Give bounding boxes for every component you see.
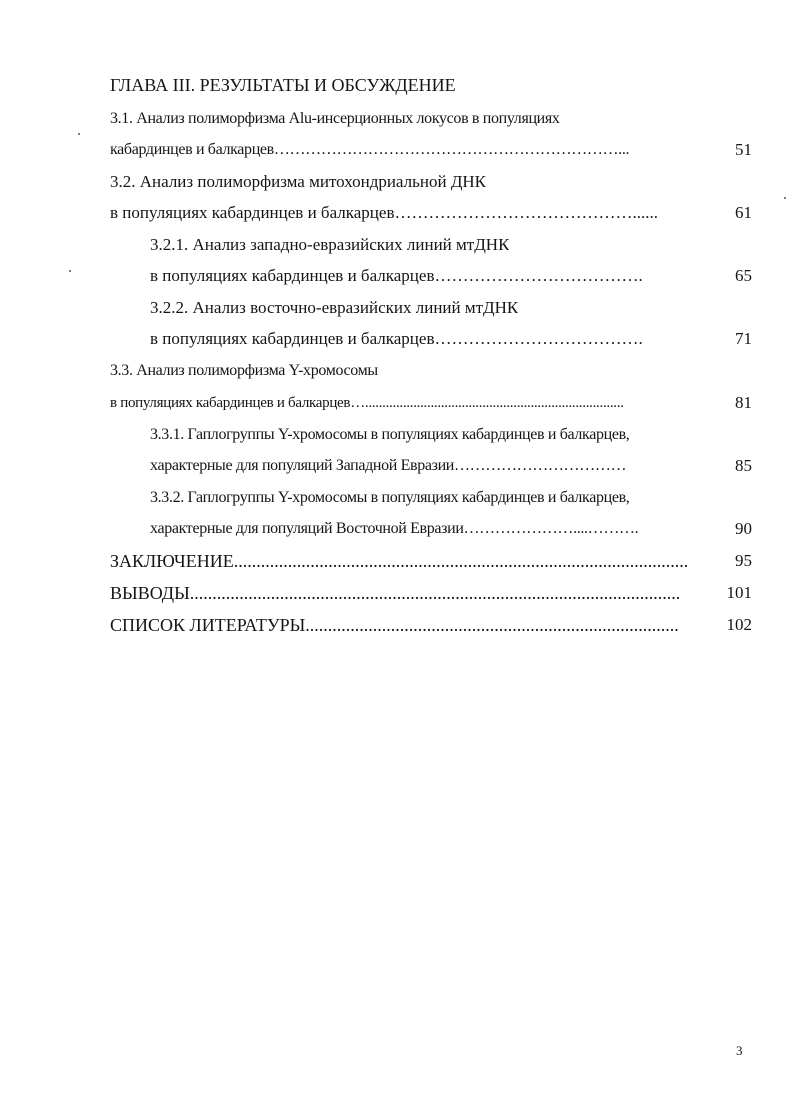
- toc-entry-3-3-title: 3.3. Анализ полиморфизма Y-хромосомы: [110, 362, 378, 379]
- toc-entry-references-page: 102: [726, 615, 752, 634]
- scan-speck: [78, 133, 80, 135]
- scan-speck: [784, 197, 786, 199]
- chapter-heading: ГЛАВА III. РЕЗУЛЬТАТЫ И ОБСУЖДЕНИЕ: [110, 75, 456, 95]
- toc-entry-3-3-1-title: 3.3.1. Гаплогруппы Y-хромосомы в популяциях кабардинцев и балкарцев,: [150, 426, 630, 443]
- toc-entry-3-2-page: 61: [735, 203, 752, 222]
- toc-entry-findings-page: 101: [726, 583, 752, 602]
- toc-entry-3-3-page: 81: [735, 393, 752, 412]
- toc-entry-3-3-1-leader: характерные для популяций Западной Евразии……………………………: [150, 457, 627, 474]
- toc-entry-3-2-2-page: 71: [735, 329, 752, 348]
- page-number: 3: [736, 1043, 743, 1058]
- toc-entry-conclusion: ЗАКЛЮЧЕНИЕ.....................................................................................................: [110, 551, 689, 571]
- toc-entry-3-2-1-title: 3.2.1. Анализ западно-евразийских линий мтДНК: [150, 235, 510, 254]
- toc-entry-references: СПИСОК ЛИТЕРАТУРЫ...................................................................................: [110, 615, 679, 635]
- toc-entry-3-2-2-title: 3.2.2. Анализ восточно-евразийских линий мтДНК: [150, 298, 519, 317]
- toc-entry-3-2-leader: в популяциях кабардинцев и балкарцев……………………………………......: [110, 203, 658, 222]
- toc-entry-3-1-leader: кабардинцев и балкарцев…………………………………………………………...: [110, 141, 630, 158]
- toc-entry-3-2-1-page: 65: [735, 266, 752, 285]
- toc-entry-conclusion-page: 95: [735, 551, 752, 570]
- toc-entry-findings: ВЫВОДЫ.............................................................................................................: [110, 583, 681, 603]
- toc-entry-3-2-title: 3.2. Анализ полиморфизма митохондриальной ДНК: [110, 172, 487, 191]
- toc-entry-3-1-title: 3.1. Анализ полиморфизма Alu-инсерционных локусов в популяциях: [110, 110, 560, 127]
- scan-speck: [69, 270, 71, 272]
- toc-entry-3-3-leader: в популяциях кабардинцев и балкарцев…...........................................................................: [110, 395, 624, 411]
- toc-entry-3-3-2-leader: характерные для популяций Восточной Евразии…………………....……….: [150, 520, 639, 537]
- toc-entry-3-1-page: 51: [735, 140, 752, 159]
- toc-entry-3-2-1-leader: в популяциях кабардинцев и балкарцев……………………………….: [150, 266, 643, 285]
- toc-entry-3-3-2-title: 3.3.2. Гаплогруппы Y-хромосомы в популяциях кабардинцев и балкарцев,: [150, 489, 630, 506]
- toc-entry-3-2-2-leader: в популяциях кабардинцев и балкарцев……………………………….: [150, 329, 643, 348]
- toc-entry-3-3-1-page: 85: [735, 456, 752, 475]
- toc-entry-3-3-2-page: 90: [735, 519, 752, 538]
